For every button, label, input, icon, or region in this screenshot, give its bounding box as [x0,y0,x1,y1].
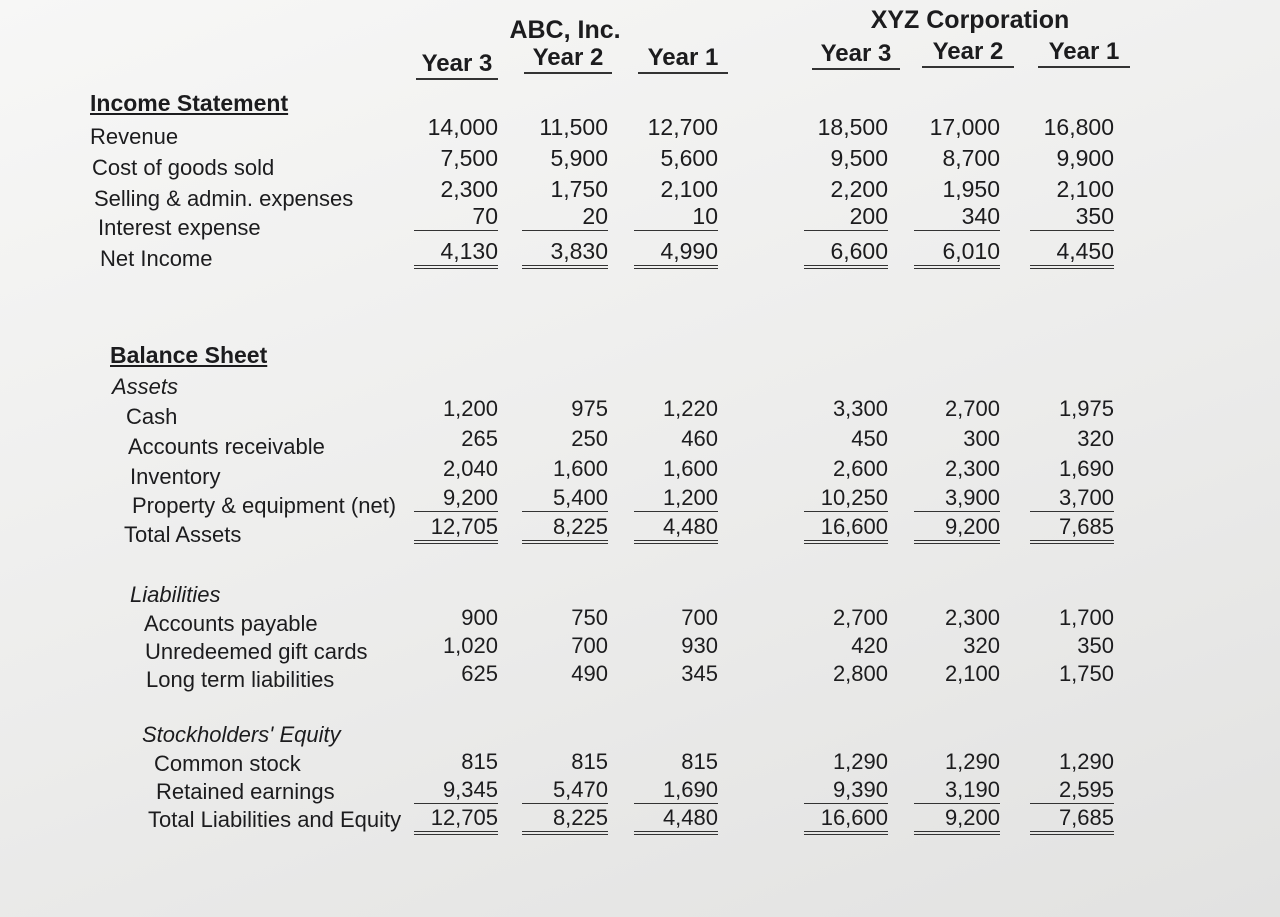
abc-value: 4,480 [634,805,718,835]
xyz-value: 3,900 [914,485,1000,512]
abc-value: 70 [414,203,498,231]
abc-value: 9,200 [414,485,498,512]
abc-value: 5,900 [550,145,608,171]
row-label: Long term liabilities [146,667,335,692]
abc-value: 1,600 [552,456,608,481]
abc-value: 12,705 [414,514,498,544]
xyz-value: 17,000 [929,114,1000,140]
xyz-value: 320 [1077,426,1114,451]
xyz-value: 9,390 [804,777,888,804]
abc-value: 2,040 [442,456,498,481]
xyz-value: 16,800 [1043,114,1114,140]
xyz-value: 1,290 [832,749,888,774]
row-label: Cash [126,404,178,429]
xyz-value: 2,100 [1056,176,1114,202]
abc-value: 3,830 [522,238,608,269]
row-label: Common stock [154,751,301,776]
abc-value: 12,705 [414,805,498,835]
xyz-value: 350 [1077,633,1114,658]
xyz-value: 3,300 [832,396,888,421]
xyz-value: 450 [851,426,888,451]
abc-value: 4,990 [634,238,718,269]
assets-heading: Assets [112,374,179,399]
xyz-value: 18,500 [817,114,888,140]
xyz-value: 9,200 [914,514,1000,544]
income-statement-title: Income Statement [90,90,289,116]
abc-value: 10 [634,203,718,231]
row-label: Unredeemed gift cards [145,639,368,664]
abc-year-header: Year 2 [524,44,612,74]
xyz-value: 7,685 [1030,805,1114,835]
xyz-value: 2,700 [944,396,1000,421]
liabilities-heading: Liabilities [130,582,221,607]
company-name-xyz: XYZ Corporation [870,6,1070,34]
xyz-value: 3,190 [914,777,1000,804]
row-label: Property & equipment (net) [132,493,397,518]
xyz-value: 1,975 [1058,396,1114,421]
abc-value: 8,225 [522,514,608,544]
xyz-value: 3,700 [1030,485,1114,512]
abc-value: 815 [681,749,718,774]
xyz-value: 6,010 [914,238,1000,269]
xyz-value: 2,700 [832,605,888,630]
abc-value: 9,345 [414,777,498,804]
row-label: Selling & admin. expenses [94,186,354,211]
total-assets-label: Total Assets [124,522,242,547]
total-liabilities-equity-label: Total Liabilities and Equity [148,807,402,832]
abc-value: 20 [522,203,608,231]
abc-value: 11,500 [539,114,608,140]
xyz-value: 1,290 [944,749,1000,774]
xyz-year-header: Year 2 [922,38,1014,68]
abc-value: 2,100 [660,176,718,202]
xyz-value: 4,450 [1030,238,1114,269]
xyz-value: 10,250 [804,485,888,512]
abc-value: 4,130 [414,238,498,269]
abc-value: 8,225 [522,805,608,835]
xyz-value: 6,600 [804,238,888,269]
abc-value: 1,690 [634,777,718,804]
abc-value: 700 [681,605,718,630]
xyz-value: 2,300 [944,456,1000,481]
xyz-value: 16,600 [804,805,888,835]
abc-value: 5,470 [522,777,608,804]
abc-value: 1,220 [662,396,718,421]
abc-year-header: Year 1 [638,44,728,74]
abc-value: 1,200 [634,485,718,512]
abc-value: 250 [571,426,608,451]
abc-value: 265 [461,426,498,451]
row-label: Revenue [90,124,179,149]
xyz-value: 200 [804,203,888,231]
xyz-value: 1,700 [1058,605,1114,630]
abc-value: 12,700 [647,114,718,140]
abc-value: 1,200 [442,396,498,421]
company-name-abc: ABC, Inc. [509,16,621,44]
abc-value: 700 [571,633,608,658]
xyz-value: 16,600 [804,514,888,544]
xyz-value: 1,690 [1058,456,1114,481]
row-label: Inventory [130,464,221,489]
xyz-value: 350 [1030,203,1114,231]
equity-heading: Stockholders' Equity [142,722,341,747]
xyz-year-header: Year 3 [812,40,900,70]
xyz-value: 2,300 [944,605,1000,630]
abc-value: 345 [681,661,718,686]
xyz-value: 2,595 [1030,777,1114,804]
abc-value: 625 [461,661,498,686]
xyz-value: 1,290 [1058,749,1114,774]
abc-value: 490 [571,661,608,686]
abc-value: 900 [461,605,498,630]
abc-value: 460 [681,426,718,451]
abc-value: 4,480 [634,514,718,544]
abc-value: 1,600 [662,456,718,481]
xyz-value: 2,200 [830,176,888,202]
abc-value: 5,600 [660,145,718,171]
xyz-value: 340 [914,203,1000,231]
xyz-value: 300 [963,426,1000,451]
xyz-value: 420 [851,633,888,658]
net-income-label: Net Income [100,246,213,271]
row-label: Cost of goods sold [92,155,275,180]
xyz-value: 8,700 [942,145,1000,171]
balance-sheet-title: Balance Sheet [110,342,268,368]
abc-value: 930 [681,633,718,658]
abc-value: 5,400 [522,485,608,512]
abc-value: 1,750 [550,176,608,202]
xyz-value: 2,100 [944,661,1000,686]
xyz-value: 2,800 [832,661,888,686]
abc-value: 975 [571,396,608,421]
xyz-value: 2,600 [832,456,888,481]
abc-year-header: Year 3 [416,50,498,80]
row-label: Accounts payable [144,611,318,636]
abc-value: 815 [571,749,608,774]
abc-value: 815 [461,749,498,774]
xyz-value: 1,950 [942,176,1000,202]
row-label: Accounts receivable [128,434,325,459]
abc-value: 2,300 [440,176,498,202]
xyz-value: 320 [963,633,1000,658]
xyz-year-header: Year 1 [1038,38,1130,68]
xyz-value: 7,685 [1030,514,1114,544]
xyz-value: 1,750 [1058,661,1114,686]
abc-value: 14,000 [427,114,498,140]
xyz-value: 9,900 [1056,145,1114,171]
row-label: Interest expense [98,215,261,240]
abc-value: 1,020 [442,633,498,658]
xyz-value: 9,200 [914,805,1000,835]
xyz-value: 9,500 [830,145,888,171]
row-label: Retained earnings [156,779,335,804]
abc-value: 750 [571,605,608,630]
abc-value: 7,500 [440,145,498,171]
